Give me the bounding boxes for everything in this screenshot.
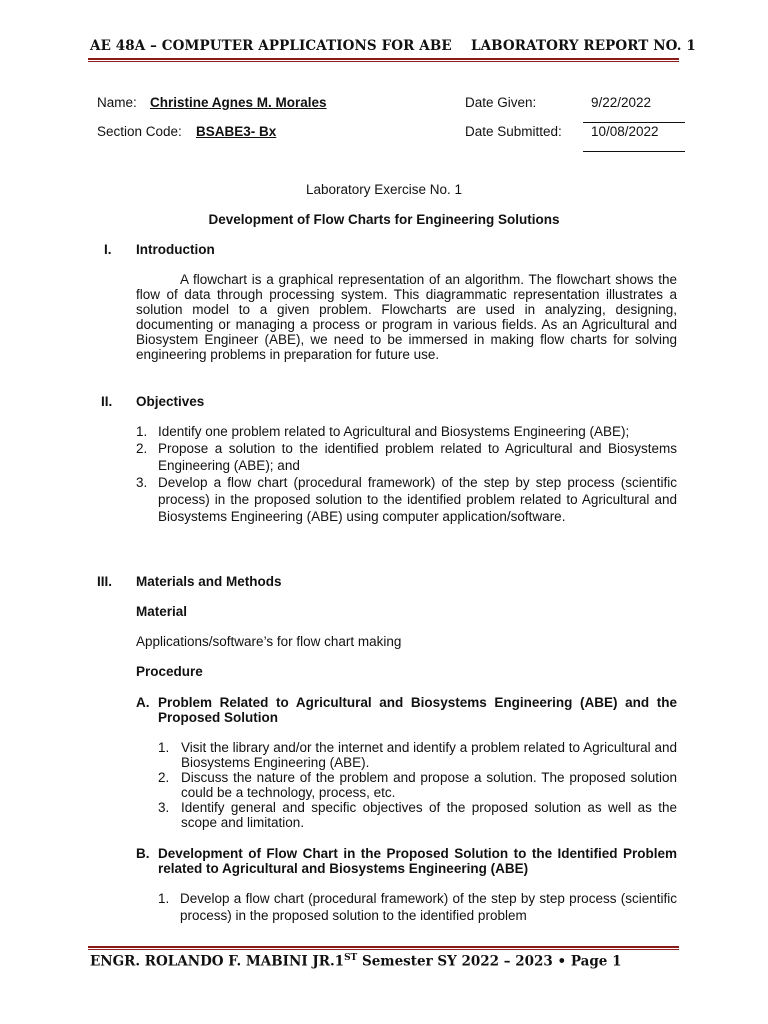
item-number: 1. [158, 891, 170, 906]
item-text: Propose a solution to the identified problem related to Agricultural and Biosystems Engineering (ABE); and [158, 441, 677, 473]
materials-heading: Materials and Methods [136, 574, 282, 589]
part-a-list [158, 740, 677, 830]
item-number: 1. [136, 424, 148, 439]
item-number: 2. [136, 441, 148, 456]
date-submitted-value: 10/08/2022 [591, 124, 659, 139]
footer-semester: Semester SY 2022 – 2023 • Page 1 [357, 953, 622, 970]
section-label: Section Code: [97, 124, 182, 139]
list-item [158, 800, 677, 830]
material-subheading: Material [136, 604, 188, 619]
date-submitted-underline [583, 151, 685, 152]
footer-rule [88, 946, 679, 948]
objectives-heading: Objectives [136, 394, 205, 409]
item-text: Develop a flow chart (procedural framework) of the step by step process (scientific process) in the proposed solution to the identified problem [180, 891, 677, 923]
list-item [136, 423, 677, 440]
header-rule [88, 58, 679, 60]
intro-heading: Introduction [136, 242, 215, 257]
list-item [158, 890, 677, 924]
footer-superscript: ST [344, 953, 358, 963]
list-item [136, 474, 677, 525]
item-text: Visit the library and/or the internet and identify a problem related to Agricultural and Biosystems Engineering (ABE). [181, 740, 677, 770]
part-b-letter: B. [136, 846, 150, 861]
name-value: Christine Agnes M. Morales [150, 95, 327, 110]
date-given-value: 9/22/2022 [591, 95, 652, 110]
name-label: Name: [97, 95, 137, 110]
item-number: 3. [136, 475, 148, 490]
item-number: 2. [158, 770, 170, 785]
date-given-underline [583, 122, 685, 123]
part-b-list [158, 890, 677, 924]
course-header: AE 48A – COMPUTER APPLICATIONS FOR ABE [90, 38, 452, 54]
item-text: Identify one problem related to Agricultural and Biosystems Engineering (ABE); [158, 424, 630, 439]
date-submitted-label: Date Submitted: [465, 124, 562, 139]
item-number: 1. [158, 740, 170, 755]
document-title: Development of Flow Charts for Engineering Solutions [208, 212, 560, 227]
part-a-letter: A. [136, 695, 150, 710]
material-text: Applications/software’s for flow chart making [136, 634, 402, 649]
footer-rule-thin [88, 949, 679, 950]
part-b-heading: Development of Flow Chart in the Proposed Solution to the Identified Problem related to Agricultural and Biosystems Engineering (ABE) [158, 846, 677, 876]
procedure-subheading: Procedure [136, 664, 203, 679]
footer-instructor: ENGR. ROLANDO F. MABINI JR.1 [90, 953, 345, 970]
page-footer [90, 953, 622, 970]
part-a-heading: Problem Related to Agricultural and Biosystems Engineering (ABE) and the Proposed Solution [158, 695, 677, 725]
intro-paragraph: A flowchart is a graphical representation of an algorithm. The flowchart shows the flow of data through processing system. This diagrammatic representation illustrates a solution model to a given problem. Flowcharts are used in analyzing, designing, documenting or managing a process or program in various fields. As an Agricultural and Biosystem Engineer (ABE), we need to be immersed in making flow charts for solving engineering problems in preparation for future use. [136, 272, 677, 362]
report-header: LABORATORY REPORT NO. 1 [471, 38, 696, 54]
objectives-number: II. [101, 394, 113, 409]
section-value: BSABE3- Bx [196, 124, 277, 139]
item-number: 3. [158, 800, 170, 815]
item-text: Discuss the nature of the problem and propose a solution. The proposed solution could be a technology, process, etc. [181, 770, 677, 800]
exercise-label: Laboratory Exercise No. 1 [305, 182, 463, 197]
list-item [136, 440, 677, 474]
date-given-label: Date Given: [465, 95, 537, 110]
header-rule-thin [88, 61, 679, 62]
list-item [158, 770, 677, 800]
list-item [158, 740, 677, 770]
item-text: Identify general and specific objectives of the proposed solution as well as the scope and limitation. [181, 800, 677, 830]
intro-number: I. [104, 242, 112, 257]
materials-number: III. [97, 574, 113, 589]
objectives-list [136, 423, 677, 525]
item-text: Develop a flow chart (procedural framework) of the step by step process (scientific process) in the proposed solution to the identified problem related to Agricultural and Biosystems Engineering (ABE) using computer application/software. [158, 475, 677, 524]
